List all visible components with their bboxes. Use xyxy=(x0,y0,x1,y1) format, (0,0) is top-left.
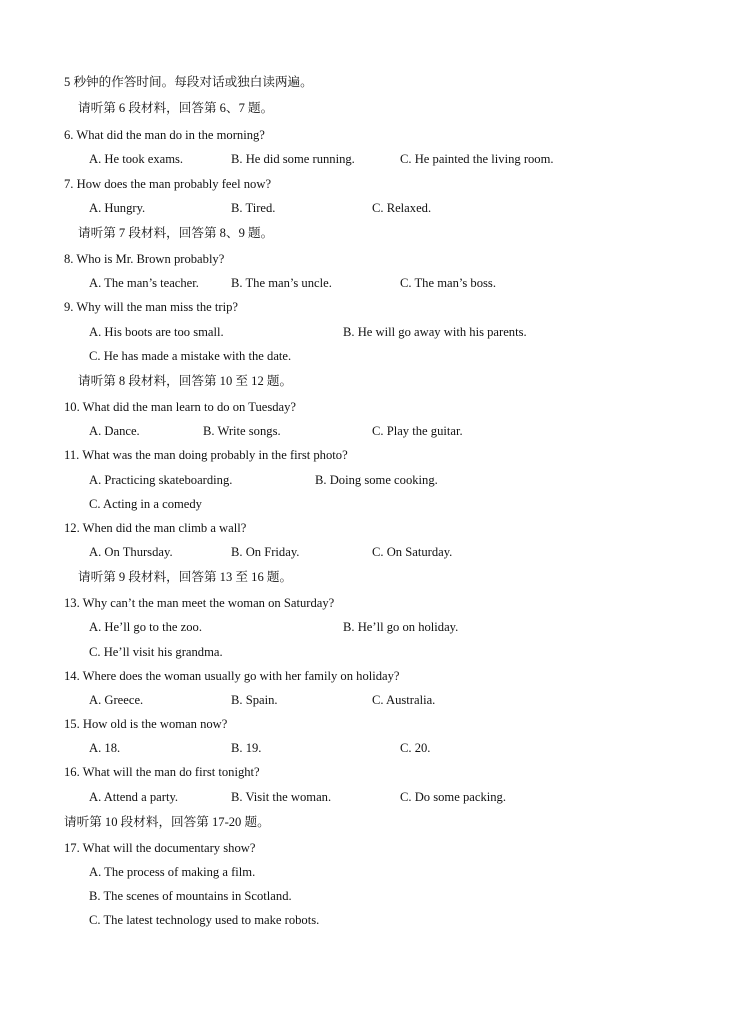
question-text: 8. Who is Mr. Brown probably? xyxy=(64,252,225,266)
option: A. The man’s teacher. xyxy=(89,276,199,290)
question-text: 7. How does the man probably feel now? xyxy=(64,177,272,191)
option: B. He will go away with his parents. xyxy=(343,325,527,339)
option: B. Spain. xyxy=(231,693,278,707)
option: C. The man’s boss. xyxy=(400,276,496,290)
option: B. He did some running. xyxy=(231,152,355,166)
option: B. Visit the woman. xyxy=(231,790,332,804)
section-heading: 请听第 10 段材料，回答第 17-20 题。 xyxy=(64,815,270,829)
option: C. He’ll visit his grandma. xyxy=(89,645,223,659)
option: A. Dance. xyxy=(89,424,140,438)
option: B. On Friday. xyxy=(231,545,300,559)
option: A. His boots are too small. xyxy=(89,325,224,339)
option: A. Attend a party. xyxy=(89,790,179,804)
question-text: 12. When did the man climb a wall? xyxy=(64,521,247,535)
question-text: 16. What will the man do first tonight? xyxy=(64,765,260,779)
option: C. On Saturday. xyxy=(372,545,453,559)
question-text: 14. Where does the woman usually go with her family on holiday? xyxy=(64,669,400,683)
option: A. He’ll go to the zoo. xyxy=(89,620,202,634)
option: B. He’ll go on holiday. xyxy=(343,620,459,634)
option: C. Relaxed. xyxy=(372,201,432,215)
question-text: 9. Why will the man miss the trip? xyxy=(64,300,238,314)
option: C. Acting in a comedy xyxy=(89,497,202,511)
question-text: 6. What did the man do in the morning? xyxy=(64,128,265,142)
option: B. Tired. xyxy=(231,201,276,215)
section-heading: 请听第 8 段材料，回答第 10 至 12 题。 xyxy=(78,374,293,388)
option: C. He has made a mistake with the date. xyxy=(89,349,292,363)
question-text: 17. What will the documentary show? xyxy=(64,841,256,855)
option: A. Practicing skateboarding. xyxy=(89,473,233,487)
option: C. He painted the living room. xyxy=(400,152,554,166)
option: C. Play the guitar. xyxy=(372,424,463,438)
option: C. 20. xyxy=(400,741,431,755)
option: C. Do some packing. xyxy=(400,790,506,804)
option: A. The process of making a film. xyxy=(89,865,256,879)
option: A. Greece. xyxy=(89,693,144,707)
section-heading: 请听第 7 段材料，回答第 8、9 题。 xyxy=(78,226,274,240)
option: A. On Thursday. xyxy=(89,545,173,559)
option: B. The scenes of mountains in Scotland. xyxy=(89,889,292,903)
option: B. The man’s uncle. xyxy=(231,276,332,290)
intro-text: 5 秒钟的作答时间。每段对话或独白读两遍。 xyxy=(64,75,313,89)
section-heading: 请听第 6 段材料，回答第 6、7 题。 xyxy=(78,101,274,115)
option: B. 19. xyxy=(231,741,262,755)
question-text: 11. What was the man doing probably in the first photo? xyxy=(64,448,348,462)
option: B. Doing some cooking. xyxy=(315,473,438,487)
option: B. Write songs. xyxy=(203,424,281,438)
section-heading: 请听第 9 段材料，回答第 13 至 16 题。 xyxy=(78,570,293,584)
question-text: 13. Why can’t the man meet the woman on Saturday? xyxy=(64,596,335,610)
question-text: 15. How old is the woman now? xyxy=(64,717,228,731)
option: A. 18. xyxy=(89,741,121,755)
option: C. The latest technology used to make robots. xyxy=(89,913,320,927)
question-text: 10. What did the man learn to do on Tuesday? xyxy=(64,400,297,414)
option: A. Hungry. xyxy=(89,201,146,215)
option: A. He took exams. xyxy=(89,152,184,166)
option: C. Australia. xyxy=(372,693,436,707)
